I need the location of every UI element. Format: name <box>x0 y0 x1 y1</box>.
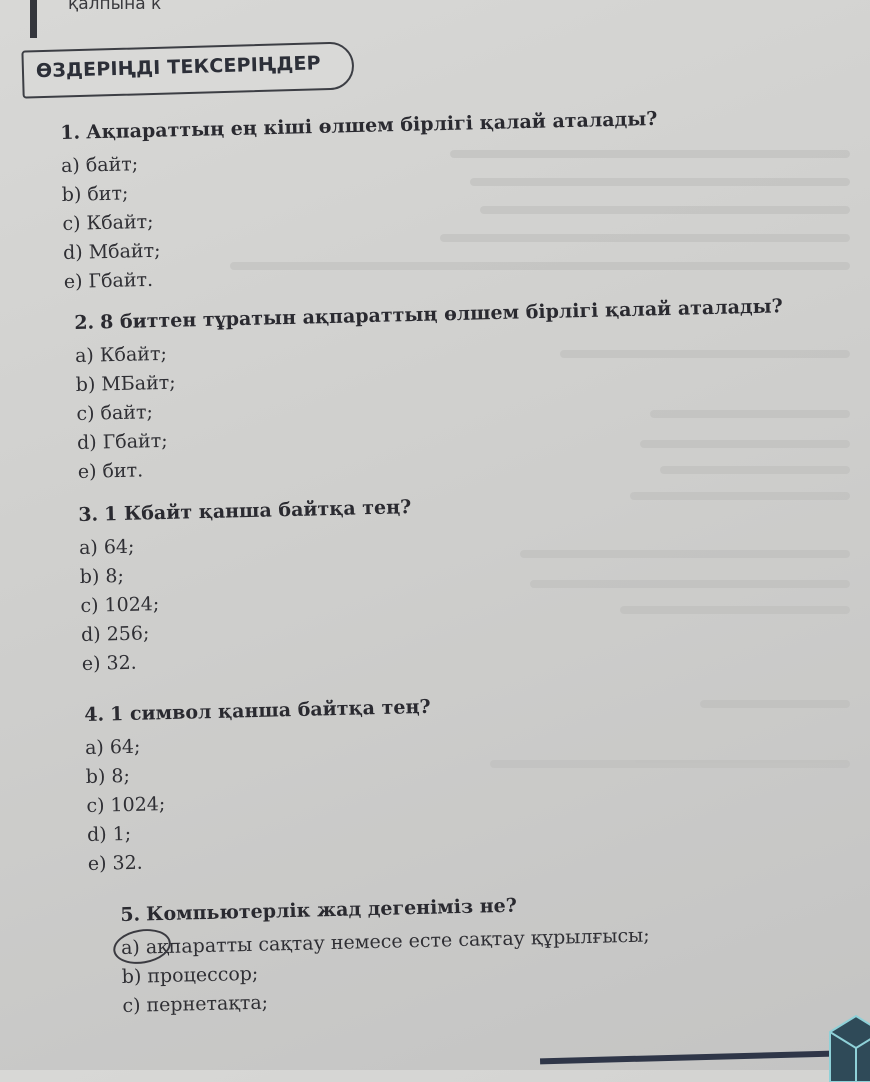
option-letter: a) <box>74 344 95 367</box>
option-list <box>79 526 415 679</box>
question-1 <box>60 106 661 297</box>
margin-bar <box>30 0 37 38</box>
option-text: 64; <box>103 535 135 559</box>
option-text: бит; <box>87 182 129 206</box>
question-text: Компьютерлік жад дегеніміз не? <box>145 894 518 926</box>
option-letter: b) <box>75 373 96 396</box>
question-4 <box>84 694 434 879</box>
question-title <box>120 890 649 928</box>
option-letter: b) <box>79 565 100 588</box>
option-letter: e) <box>63 270 83 293</box>
question-number: 1. <box>60 121 81 144</box>
option-letter: d) <box>62 241 83 264</box>
option-text: 32. <box>106 651 137 675</box>
option-text: Гбайт. <box>88 268 154 293</box>
option-letter: b) <box>121 965 142 988</box>
circled-answer <box>121 933 146 963</box>
option-text: 32. <box>112 851 143 875</box>
option-letter: c) <box>80 594 99 617</box>
question-3 <box>78 494 415 679</box>
question-5 <box>120 890 651 1021</box>
section-title: ӨЗДЕРІҢДІ ТЕКСЕРІҢДЕР <box>35 52 322 83</box>
option-text: 8; <box>105 564 125 588</box>
option-text: 8; <box>111 764 131 788</box>
question-number: 3. <box>78 503 99 526</box>
option-text: 1024; <box>110 793 166 817</box>
footer-rule <box>540 1050 870 1065</box>
option-letter: a) <box>120 936 141 959</box>
option-letter: c) <box>76 402 95 425</box>
option-text: 1024; <box>104 593 160 617</box>
option-letter: a) <box>78 536 99 559</box>
question-text: 1 символ қанша байтқа тең? <box>109 695 431 726</box>
option-text: Кбайт; <box>86 210 154 235</box>
option-text: 1; <box>112 822 132 846</box>
option-text: Мбайт; <box>88 239 161 264</box>
option-text: 256; <box>106 622 150 646</box>
cube-decoration-icon <box>826 1002 870 1082</box>
option-letter: e) <box>77 460 97 483</box>
option-text: Гбайт; <box>102 429 168 454</box>
option-letter: e) <box>87 852 107 875</box>
option-list <box>121 922 652 1021</box>
question-number: 4. <box>84 703 105 726</box>
option-letter: e) <box>81 652 101 675</box>
option-letter: d) <box>80 623 101 646</box>
option-list <box>85 726 435 879</box>
option-letter: a) <box>60 154 81 177</box>
question-2 <box>74 293 787 487</box>
option-letter: c) <box>62 212 81 235</box>
option-letter: c) <box>122 994 141 1017</box>
question-text: 1 Кбайт қанша байтқа тең? <box>103 496 412 526</box>
option-list <box>75 325 787 487</box>
option-letter: b) <box>85 765 106 788</box>
question-number: 2. <box>74 311 95 334</box>
option-text: ақпаратты сақтау немесе есте сақтау құрылғысы; <box>145 924 650 959</box>
option-text: бит. <box>102 459 144 483</box>
option-text: байт; <box>85 153 139 177</box>
option-text: Кбайт; <box>99 342 168 367</box>
option-letter: b) <box>61 183 82 206</box>
option-list <box>61 138 661 297</box>
option-text: процессор; <box>147 962 259 988</box>
option-letter: d) <box>76 431 97 454</box>
option-text: пернетақта; <box>146 991 269 1017</box>
option-text: байт; <box>100 401 154 425</box>
option-text: МБайт; <box>101 371 176 396</box>
question-text: Ақпараттың ең кіші өлшем бірлігі қалай аталады? <box>85 107 658 144</box>
question-text: 8 биттен тұратын ақпараттың өлшем бірлігі қалай аталады? <box>99 295 784 334</box>
option-letter: d) <box>86 823 107 846</box>
option-text: 64; <box>109 735 141 759</box>
question-number: 5. <box>120 903 141 926</box>
section-title-badge <box>21 41 354 98</box>
option-letter: c) <box>86 794 105 817</box>
option-letter: a) <box>84 736 105 759</box>
question-title <box>84 694 431 728</box>
question-title <box>78 494 412 528</box>
cropped-header-text: қалпына к <box>68 0 162 14</box>
